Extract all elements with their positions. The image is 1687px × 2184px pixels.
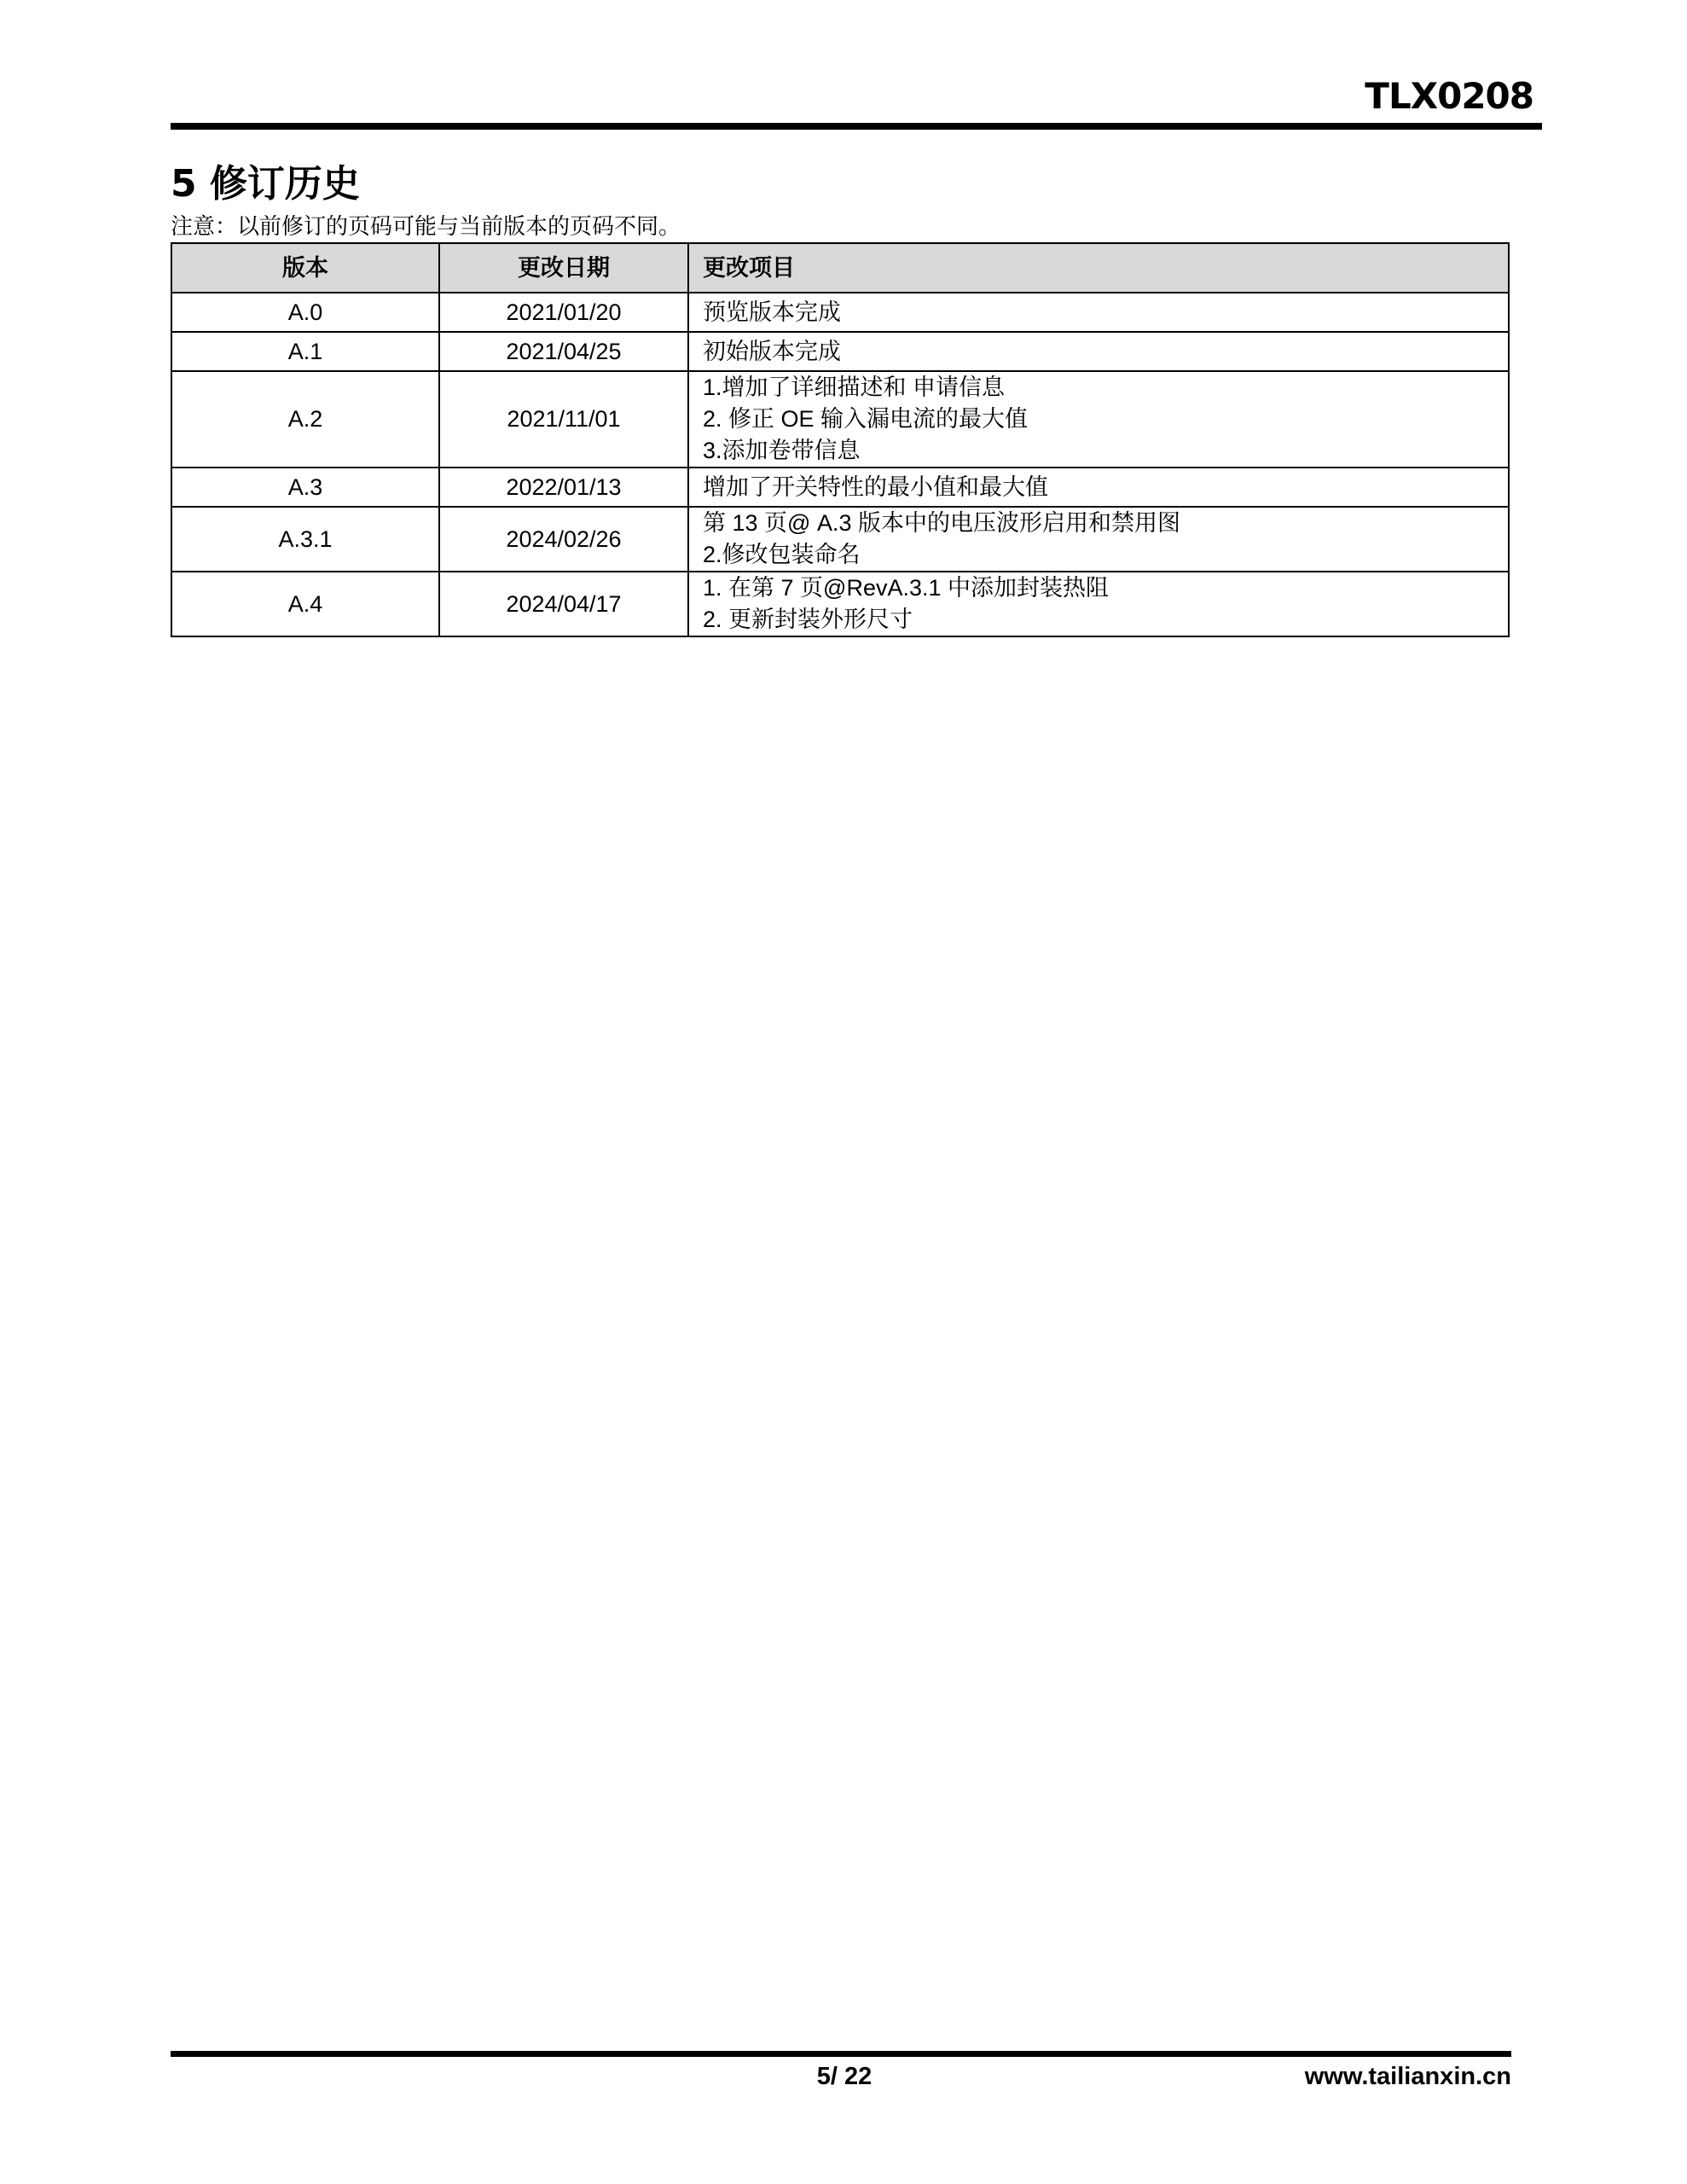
change-item: 初始版本完成	[703, 338, 841, 364]
version-cell: A.3.1	[171, 507, 439, 572]
date-cell: 2024/04/17	[439, 572, 688, 636]
footer-divider	[171, 2051, 1511, 2057]
change-item: 2. 修正 OE 输入漏电流的最大值	[703, 406, 1029, 432]
changes-cell	[688, 332, 1509, 371]
column-header-version: 版本	[171, 243, 439, 293]
change-item: 3.添加卷带信息	[703, 438, 861, 463]
website-url[interactable]: www.tailianxin.cn	[1304, 2063, 1511, 2090]
page-number: 5/ 22	[816, 2063, 872, 2090]
change-item: 预览版本完成	[703, 299, 841, 325]
change-item: 1. 在第 7 页@RevA.3.1 中添加封装热阻	[703, 575, 1110, 601]
date-cell: 2021/04/25	[439, 332, 688, 371]
revision-history-table	[171, 242, 1510, 637]
change-item: 增加了开关特性的最小值和最大值	[703, 473, 1048, 500]
version-cell: A.1	[171, 332, 439, 371]
column-header-changes: 更改项目	[688, 243, 1509, 293]
revision-note: 注意：以前修订的页码可能与当前版本的页码不同。	[171, 213, 681, 239]
part-number: TLX0208	[1365, 75, 1533, 117]
table-header-row	[171, 243, 1509, 293]
version-cell: A.4	[171, 572, 439, 636]
table-row	[171, 371, 1509, 468]
changes-cell	[688, 468, 1509, 507]
changes-cell	[688, 572, 1509, 636]
column-header-date: 更改日期	[439, 243, 688, 293]
change-item: 第 13 页@ A.3 版本中的电压波形启用和禁用图	[703, 510, 1180, 536]
change-item: 2.修改包装命名	[703, 542, 861, 567]
date-cell: 2021/01/20	[439, 293, 688, 332]
changes-cell	[688, 507, 1509, 572]
table-row	[171, 293, 1509, 332]
section-title: 5 修订历史	[171, 162, 360, 206]
changes-cell	[688, 371, 1509, 468]
change-item: 2. 更新封装外形尺寸	[703, 607, 913, 632]
date-cell: 2021/11/01	[439, 371, 688, 468]
version-cell: A.2	[171, 371, 439, 468]
table-row	[171, 468, 1509, 507]
version-cell: A.3	[171, 468, 439, 507]
date-cell: 2022/01/13	[439, 468, 688, 507]
table-row	[171, 332, 1509, 371]
date-cell: 2024/02/26	[439, 507, 688, 572]
table-row	[171, 507, 1509, 572]
changes-cell	[688, 293, 1509, 332]
header-divider	[171, 123, 1542, 130]
change-item: 1.增加了详细描述和 申请信息	[703, 375, 1006, 400]
table-row	[171, 572, 1509, 636]
version-cell: A.0	[171, 293, 439, 332]
